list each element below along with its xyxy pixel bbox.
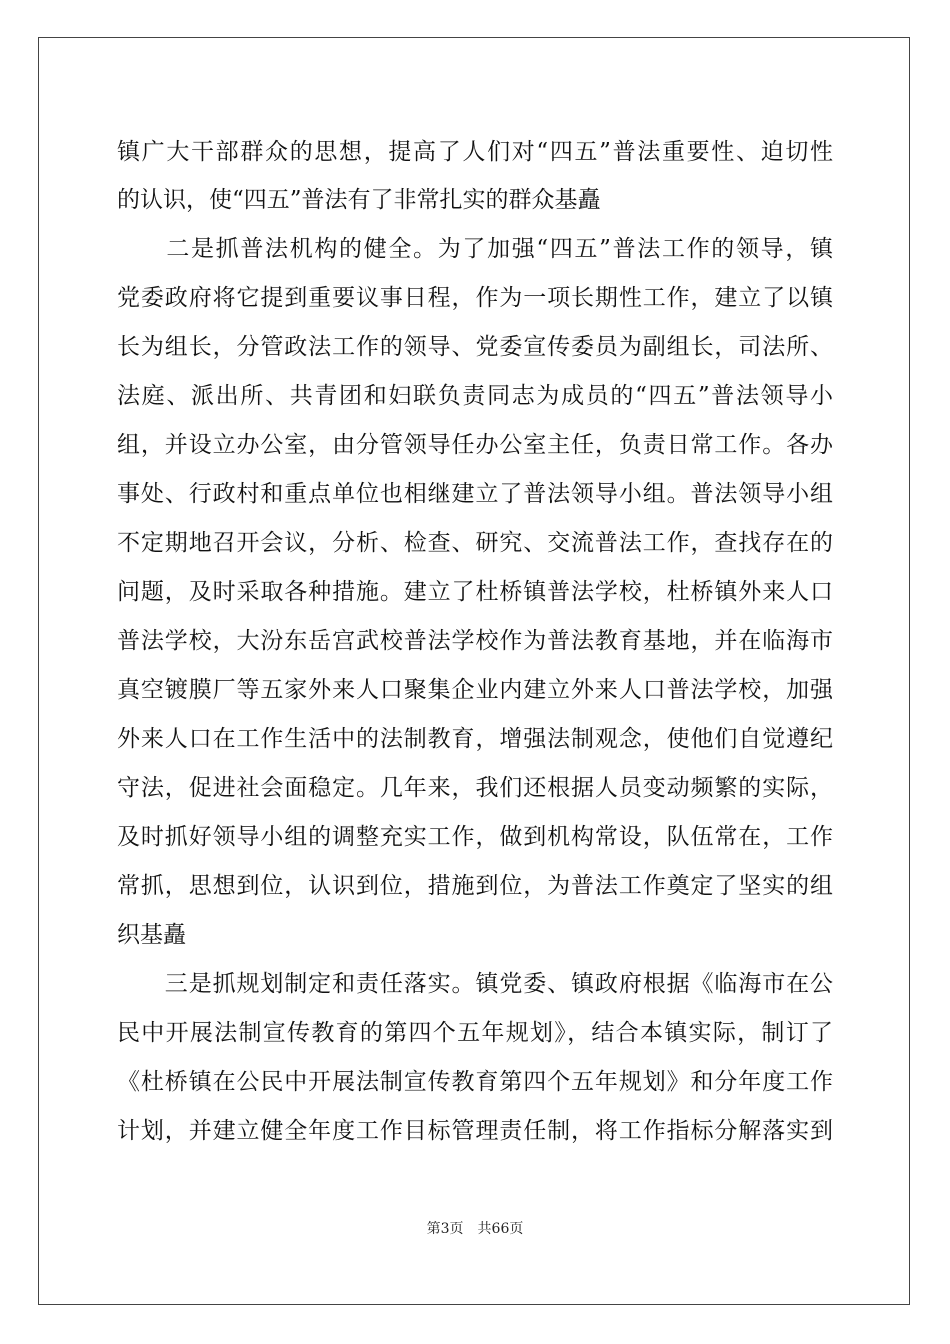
page-total: 共66页 — [477, 1221, 524, 1237]
paragraph-line: 三是抓规划制定和责任落实。镇党委、镇政府根据《临海市在公 — [117, 971, 833, 997]
paragraph-line: 问题，及时采取各种措施。建立了杜桥镇普法学校，杜桥镇外来人口 — [117, 579, 833, 605]
paragraph-line: 不定期地召开会议，分析、检查、研究、交流普法工作，查找存在的 — [117, 530, 833, 556]
paragraph-line: 长为组长，分管政法工作的领导、党委宣传委员为副组长，司法所、 — [117, 334, 833, 360]
paragraph-line: 织基矗 — [117, 922, 186, 948]
paragraph-line: 的认识，使“四五”普法有了非常扎实的群众基矗 — [117, 187, 601, 213]
paragraph-line: 外来人口在工作生活中的法制教育，增强法制观念，使他们自觉遵纪 — [117, 726, 833, 752]
paragraph-line: 及时抓好领导小组的调整充实工作，做到机构常设，队伍常在，工作 — [117, 824, 833, 850]
paragraph-line: 真空镀膜厂等五家外来人口聚集企业内建立外来人口普法学校，加强 — [117, 677, 833, 703]
paragraph-line: 法庭、派出所、共青团和妇联负责同志为成员的“四五”普法领导小 — [117, 383, 833, 409]
paragraph-line: 镇广大干部群众的思想，提高了人们对“四五”普法重要性、迫切性 — [117, 139, 833, 165]
paragraph-line: 组，并设立办公室，由分管领导任办公室主任，负责日常工作。各办 — [117, 432, 833, 458]
paragraph-line: 普法学校，大汾东岳宫武校普法学校作为普法教育基地，并在临海市 — [117, 628, 833, 654]
paragraph-line: 党委政府将它提到重要议事日程，作为一项长期性工作，建立了以镇 — [117, 285, 833, 311]
paragraph-line: 计划，并建立健全年度工作目标管理责任制，将工作指标分解落实到 — [117, 1118, 833, 1144]
paragraph-line: 事处、行政村和重点单位也相继建立了普法领导小组。普法领导小组 — [117, 481, 833, 507]
paragraph-line: 守法，促进社会面稳定。几年来，我们还根据人员变动频繁的实际， — [117, 775, 833, 801]
paragraph-line: 民中开展法制宣传教育的第四个五年规划》，结合本镇实际，制订了 — [117, 1020, 833, 1046]
paragraph-line: 《杜桥镇在公民中开展法制宣传教育第四个五年规划》和分年度工作 — [117, 1069, 833, 1095]
page-number: 第3页 — [426, 1221, 464, 1237]
page-footer — [0, 1220, 950, 1238]
paragraph-line: 常抓，思想到位，认识到位，措施到位，为普法工作奠定了坚实的组 — [117, 873, 833, 899]
paragraph-line: 二是抓普法机构的健全。为了加强“四五”普法工作的领导，镇 — [117, 236, 833, 262]
